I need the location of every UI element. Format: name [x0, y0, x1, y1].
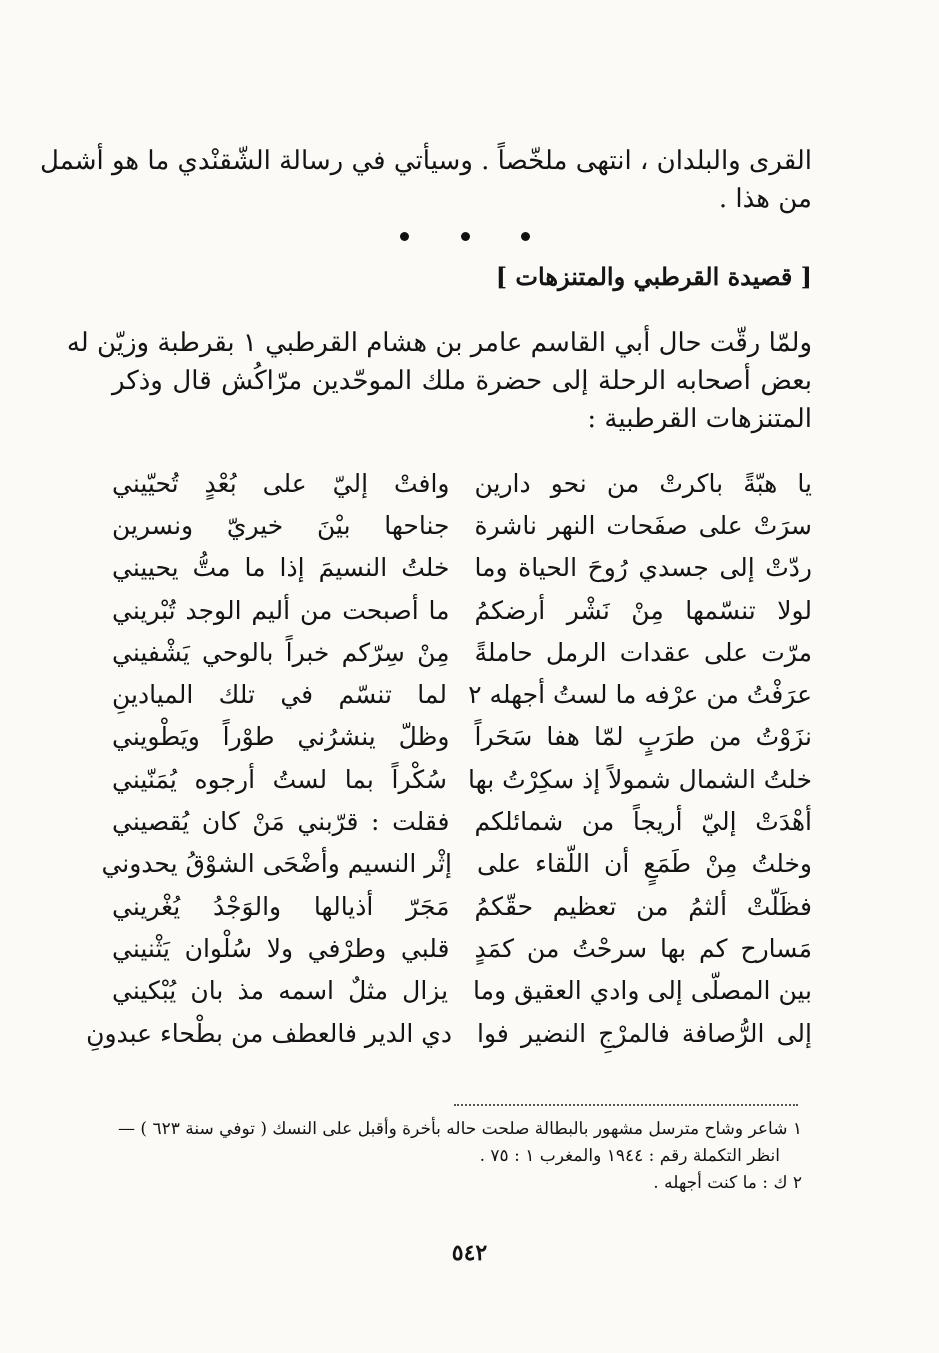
- poem-verse: [112, 631, 812, 673]
- poem-verse: [86, 1012, 812, 1054]
- text-line: القرى والبلدان ، انتهى ملخّصاً . وسيأتي في رسالة الشّقنْدي ما هو أشمل: [40, 146, 812, 176]
- verse-first-hemistich: سرَتْ على صفَحات النهر ناشرة: [474, 510, 812, 540]
- verse-second-hemistich: وافتْ إليّ على بُعْدٍ تُحيّيني: [112, 468, 450, 498]
- verse-first-hemistich: خلتُ الشمال شمولاً إذ سكِرْتُ بها: [468, 764, 812, 794]
- page-number: ٥٤٢: [451, 1240, 488, 1266]
- text-line: بعض أصحابه الرحلة إلى حضرة ملك الموحّدين مرّاكُش قال وذكر: [112, 366, 812, 396]
- verse-first-hemistich: مَسارح كم بها سرحْتُ من كمَدٍ: [474, 933, 812, 963]
- divider-dot: [521, 232, 530, 241]
- verse-first-hemistich: وخلتُ مِنْ طَمَعٍ أن اللّقاء على: [477, 849, 812, 879]
- footnote: ٢ ك : ما كنت أجهله .: [653, 1173, 802, 1193]
- poem-verse: [112, 758, 812, 800]
- verse-second-hemistich: دي الدير فالعطف من بطْحاء عبدونِ: [86, 1018, 452, 1048]
- verse-first-hemistich: لولا تنسّمها مِنْ نَشْر أرضكمُ: [474, 595, 812, 625]
- verse-second-hemistich: خلتُ النسيمَ إذا ما متُّ يحييني: [112, 553, 450, 583]
- divider-dot: [461, 232, 470, 241]
- poem-verse: [112, 504, 812, 546]
- verse-second-hemistich: ما أصبحت من أليم الوجد تُبْريني: [112, 595, 450, 625]
- verse-second-hemistich: مَجَرّ أذيالها والوَجْدُ يُغْريني: [112, 891, 450, 921]
- divider-dot: [400, 232, 409, 241]
- poem-verse: [112, 547, 812, 589]
- section-heading: [ قصيدة القرطبي والمتنزهات ]: [495, 262, 812, 291]
- text-line: ولمّا رقّت حال أبي القاسم عامر بن هشام القرطبي ١ بقرطبة وزيّن له: [66, 328, 812, 358]
- poem: [86, 462, 812, 1054]
- footnote-continuation: انظر التكملة رقم : ١٩٤٤ والمغرب ١ : ٧٥ .: [479, 1146, 780, 1166]
- verse-second-hemistich: فقلت : قرّبني مَنْ كان يُقصيني: [112, 807, 450, 837]
- verse-second-hemistich: قلبي وطرْفي ولا سُلْوان يَثْنيني: [112, 933, 450, 963]
- poem-verse: [112, 589, 812, 631]
- poem-verse: [112, 927, 812, 969]
- verse-first-hemistich: إلى الرُّصافة فالمرْجِ النضير فوا: [477, 1018, 812, 1048]
- section-divider: [400, 232, 530, 241]
- text-line: من هذا .: [718, 184, 812, 214]
- verse-second-hemistich: لما تنسّم في تلك الميادينِ: [112, 680, 447, 710]
- verse-first-hemistich: نزَوْتُ من طرَبٍ لمّا هفا سَحَراً: [474, 722, 812, 752]
- poem-verse: [112, 673, 812, 715]
- poem-verse: [112, 970, 812, 1012]
- text-line: المتنزهات القرطبية :: [587, 404, 812, 434]
- verse-first-hemistich: يا هبّةً باكرتْ من نحو دارين: [474, 468, 812, 498]
- verse-second-hemistich: يزال مثلٌ اسمه مذ بان يُبْكيني: [112, 976, 449, 1006]
- footnote: ١ شاعر وشاح مترسل مشهور بالبطالة صلحت حاله بأخرة وأقبل على النسك ( توفي سنة ٦٢٣ ) —: [118, 1119, 802, 1139]
- poem-verse: [112, 885, 812, 927]
- verse-second-hemistich: إثْر النسيم وأضْحَى الشوْقُ يحدوني: [101, 849, 452, 879]
- poem-verse: [112, 716, 812, 758]
- body-paragraph: [66, 324, 812, 438]
- verse-second-hemistich: وظلّ ينشرُني طوْراً ويَطْويني: [112, 722, 450, 752]
- verse-first-hemistich: فظَلّتْ ألثمُ من تعظيم حقّكمُ: [474, 891, 812, 921]
- verse-first-hemistich: أهْدَتْ إليّ أريجاً من شمائلكم: [474, 807, 812, 837]
- poem-verse: [101, 843, 812, 885]
- verse-second-hemistich: جناحها بيْنَ خيريّ ونسرين: [112, 510, 450, 540]
- verse-first-hemistich: عرَفْتُ من عرْفه ما لستُ أجهله ٢: [468, 680, 812, 710]
- poem-verse: [112, 800, 812, 842]
- verse-first-hemistich: بين المصلّى إلى وادي العقيق وما: [473, 976, 812, 1006]
- footnote-separator: [454, 1104, 798, 1106]
- verse-second-hemistich: مِنْ سِرّكم خبراً بالوحي يَشْفيني: [112, 637, 450, 667]
- verse-second-hemistich: سُكْراً بما لستُ أرجوه يُمَنّيني: [112, 764, 447, 794]
- verse-first-hemistich: ردّتْ إلى جسدي رُوحَ الحياة وما: [474, 553, 812, 583]
- footnotes: [112, 1116, 802, 1197]
- verse-first-hemistich: مرّت على عقدات الرمل حاملةً: [474, 637, 812, 667]
- poem-verse: [112, 462, 812, 504]
- intro-paragraph: [40, 142, 812, 218]
